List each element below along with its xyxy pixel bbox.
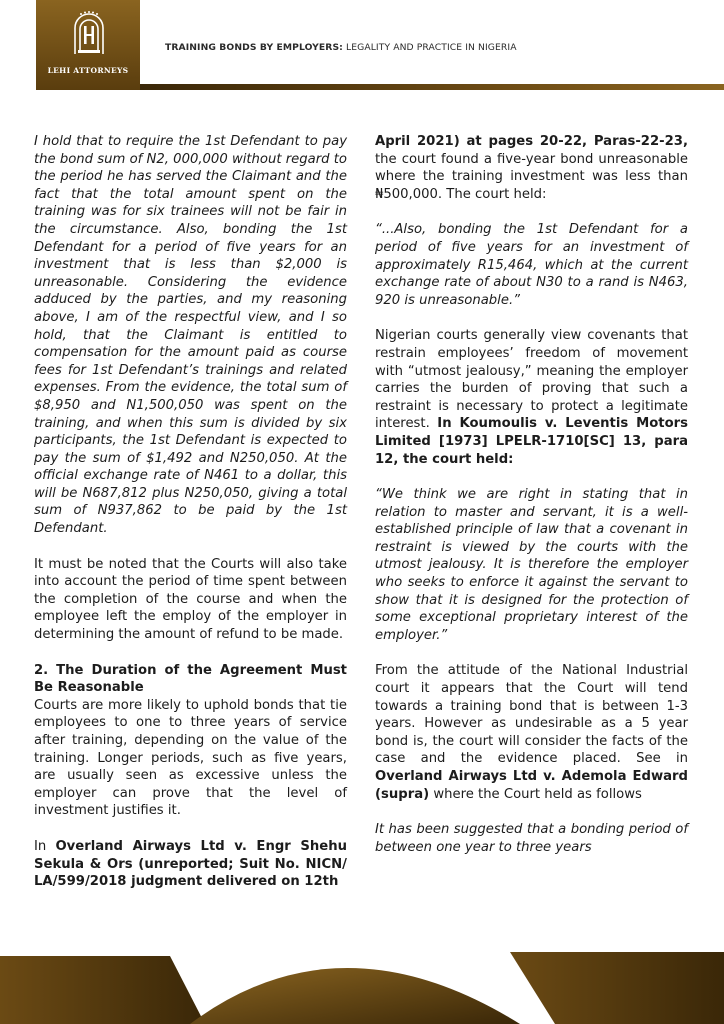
right-column xyxy=(375,133,688,874)
logo xyxy=(36,0,140,90)
court-quote-2: “We think we are right in stating that in relation to master and servant, it is a well-established principle of law that a covenant in restraint is viewed by the courts with the utmost jealousy. It is therefore the employer who seeks to enforce it against the servant to show that it is designed for the protection of some exceptional proprietary interest of the employer.” xyxy=(375,487,688,643)
overland-citation: Overland Airways Ltd v. Ademola Edward (supra) xyxy=(375,769,688,802)
case-finding: the court found a five-year bond unreasonable where the training investment was less than ₦500,000. The court held: xyxy=(375,151,688,202)
header-title-rest: LEGALITY AND PRACTICE IN NIGERIA xyxy=(342,42,517,53)
paragraph-case-continued xyxy=(375,133,688,203)
page-header-title xyxy=(165,42,517,53)
footer-decoration xyxy=(0,942,724,1024)
court-quote-1: “...Also, bonding the 1st Defendant for a period of five years for an investment of approximately R15,464, which at the current exchange rate of about N30 to a rand is N463, 920 is unreasonable.” xyxy=(375,222,688,308)
left-column xyxy=(34,133,347,909)
paragraph-case-intro xyxy=(34,838,347,891)
lehi-emblem-icon xyxy=(71,10,107,58)
attitude-text: From the attitude of the National Industrial court it appears that the Court will tend towards a training bond that is between 1-3 years. However as undesirable as a 5 year bond is, the court will consider the facts of the case and the evidence placed. See in xyxy=(375,663,688,767)
koumoulis-citation: In Koumoulis v. Leventis Motors Limited [1973] LPELR-1710[SC] 13, para 12, the court held: xyxy=(375,416,688,467)
attitude-end: where the Court held as follows xyxy=(429,786,642,802)
paragraph-duration: Courts are more likely to uphold bonds that tie employees to one to three years of service after training, depending on the value of the training. Longer periods, such as five years, are usually seen as excessive unless the employer can prove that the level of investment justifies it. xyxy=(34,697,347,819)
court-quote-3: It has been suggested that a bonding period of between one year to three years xyxy=(375,822,688,855)
nigerian-courts-text: Nigerian courts generally view covenants that restrain employees’ freedom of movement with “utmost jealousy,” meaning the employer carries the burden of proving that such a restraint is necessary to protect a legitimate interest. xyxy=(375,328,688,432)
header-rule xyxy=(140,84,724,90)
logo-text: LEHI ATTORNEYS xyxy=(47,66,129,75)
case-citation: Overland Airways Ltd v. Engr Shehu Sekula & Ors (unreported; Suit No. NICN/ LA/599/2018 judgment delivered on 12th xyxy=(34,838,347,890)
judgment-quote: I hold that to require the 1st Defendant to pay the bond sum of N2, 000,000 without regard to the period he has served the Claimant and the fact that the total amount spent on the training was for six trainees will not be fair in the circumstance. Also, bonding the 1st Defendant for a period of five years for an investment that is less than $2,000 is unreasonable. Considering the evidence adduced by the parties, and my reasoning above, I am of the respectful view, and I so hold, that the Claimant is entitled to compensation for the amount paid as course fees for 1st Defendant’s trainings and related expenses. From the evidence, the total sum of $8,950 and N1,500,050 was spent on the training, and when this sum is divided by six participants, the 1st Defendant is expected to pay the sum of $1,492 and N250,050. At the official exchange rate of N461 to a dollar, this will be N687,812 plus N250,050, giving a total sum of N937,862 to be paid by the 1st Defendant. xyxy=(34,134,347,537)
paragraph-nigerian-courts xyxy=(375,327,688,468)
paragraph-attitude xyxy=(375,662,688,803)
case-citation-continued: April 2021) at pages 20-22, Paras-22-23, xyxy=(375,134,688,149)
section-heading: 2. The Duration of the Agreement Must Be Reasonable xyxy=(34,662,347,696)
header-title-bold: TRAINING BONDS BY EMPLOYERS: xyxy=(165,42,343,53)
case-intro-text: In xyxy=(34,838,56,854)
paragraph-refund-note: It must be noted that the Courts will also take into account the period of time spent between the completion of the course and when the employee left the employ of the employer in determining the amount of refund to be made. xyxy=(34,556,347,643)
